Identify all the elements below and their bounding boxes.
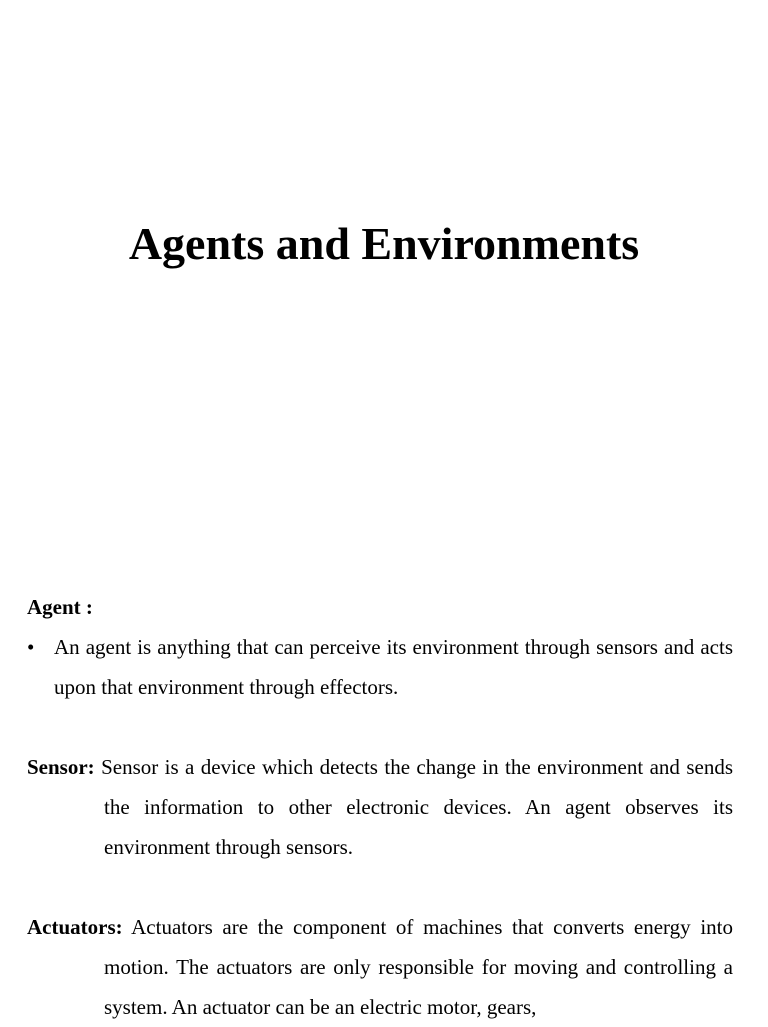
spacer [27,707,733,747]
agent-bullet-item [27,627,733,707]
spacer [27,867,733,907]
actuators-paragraph [27,907,733,1027]
actuators-term: Actuators: [27,915,123,939]
bullet-icon: • [27,635,35,659]
sensor-definition: Sensor is a device which detects the change in the environment and sends the information to other electronic devices. An agent observes its environment through sensors. [101,755,733,859]
agent-heading: Agent : [27,595,93,619]
actuators-definition: Actuators are the component of machines that converts energy into motion. The actuators are only responsible for moving and controlling a system. An actuator can be an electric motor, gears, [104,915,733,1019]
agent-definition: An agent is anything that can perceive its environment through sensors and acts upon that environment through effectors. [54,635,733,699]
sensor-paragraph [27,747,733,867]
page-title: Agents and Environments [128,218,640,269]
document-body [27,587,733,1027]
sensor-term: Sensor: [27,755,95,779]
